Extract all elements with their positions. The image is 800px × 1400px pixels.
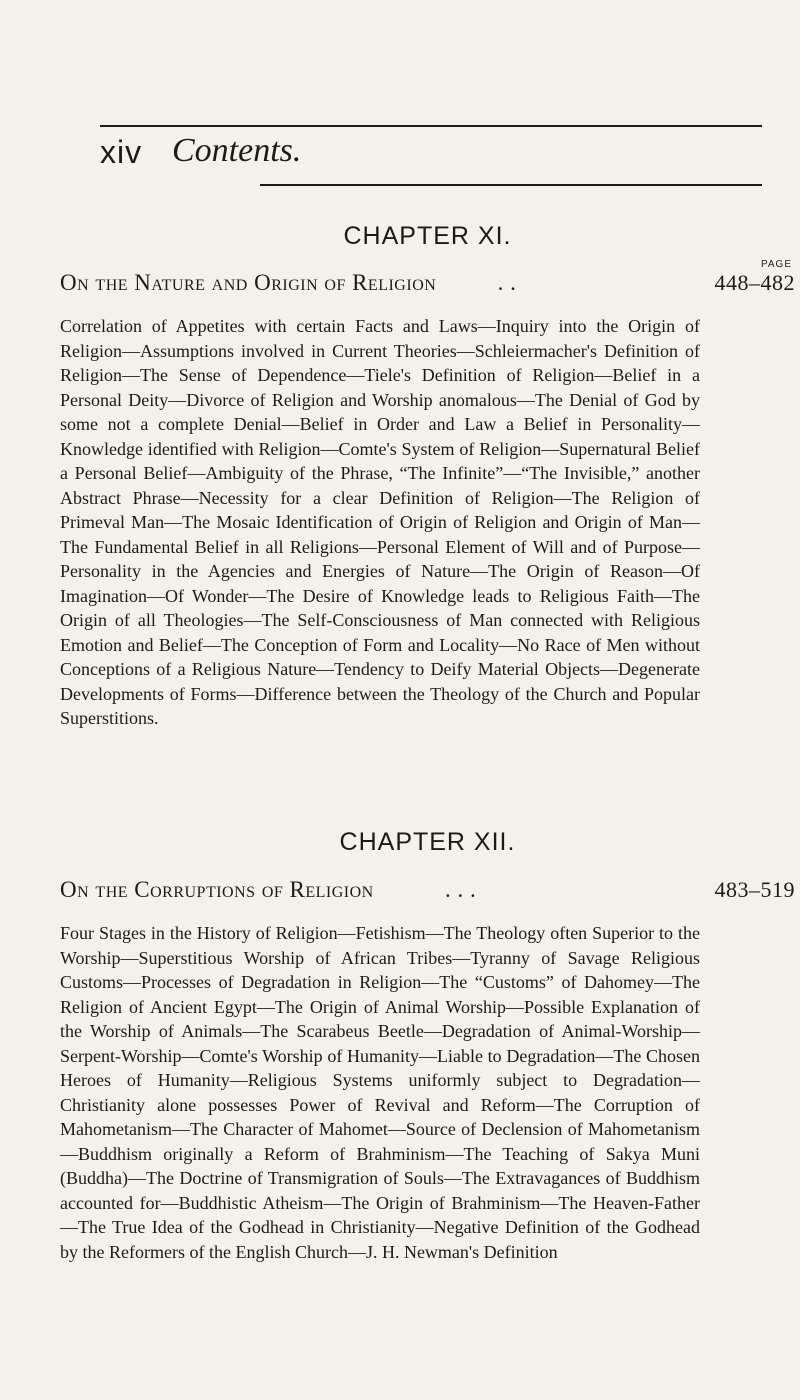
page-number: xiv [100, 134, 143, 170]
chapter-title: On the Nature and Origin of Religion . . [60, 270, 517, 295]
chapter-heading: CHAPTER XI. [343, 222, 512, 250]
running-head [100, 134, 762, 174]
running-title: Contents. [172, 132, 302, 169]
dot-leader: . . [491, 270, 517, 295]
chapter-heading: CHAPTER XII. [339, 828, 516, 856]
chapter-xii [60, 828, 795, 1264]
dot-leader: . . . [438, 877, 477, 902]
chapter-title-line [60, 877, 795, 907]
header-top-rule [100, 125, 762, 127]
chapter-page-range: 448–482 [714, 270, 795, 295]
chapter-page-range: 483–519 [714, 877, 795, 902]
chapter-summary: Correlation of Appetites with certain Facts and Laws—Inquiry into the Origin of Religion—Assumptions involved in Current Theories—Schleiermacher's Definition of Religion—The Sense of Dependence—Tiele's Definition of Religion—Belief in a Personal Deity—Divorce of Religion and Worship anomalous—The Denial of God by some not a complete Denial—Belief in Order and Law a Belief in Personality—Knowledge identified with Religion—Comte's System of Religion—Supernatural Belief a Personal Belief—Ambiguity of the Phrase, “The Infinite”—“The Invisible,” another Abstract Phrase—Necessity for a clear Definition of Religion—The Religion of Primeval Man—The Mosaic Identification of Origin of Religion and Origin of Man—The Fundamental Belief in all Religions—Personal Element of Will and of Purpose—Personality in the Agencies and Energies of Nature—The Origin of Reason—Of Imagination—Of Wonder—The Desire of Knowledge leads to Religious Faith—The Origin of all Theologies—The Self-Consciousness of Man connected with Religious Emotion and Belief—The Conception of Form and Locality—No Race of Men without Conceptions of a Religious Nature—Tendency to Deify Material Objects—Degenerate Developments of Forms—Difference between the Theology of the Church and Popular Superstitions. [60, 316, 700, 728]
chapter-title: On the Corruptions of Religion . . . [60, 877, 477, 902]
chapter-summary: Four Stages in the History of Religion—Fetishism—The Theology often Superior to the Worship—Superstitious Worship of African Tribes—Tyranny of Savage Religious Customs—Processes of Degradation in Religion—The “Customs” of Dahomey—The Religion of Ancient Egypt—The Origin of Animal Worship—Possible Explanation of the Worship of Animals—The Scarabeus Beetle—Degradation of Animal-Worship—Serpent-Worship—Comte's Worship of Humanity—Liable to Degradation—The Chosen Heroes of Humanity—Religious Systems uniformly subject to Degradation—Christianity alone possesses Power of Revival and Reform—The Corruption of Mahometanism—The Character of Mahomet—Source of Declension of Mahometanism—Buddhism originally a Reform of Brahminism—The Teaching of Sakya Muni (Buddha)—The Doctrine of Transmigration of Souls—The Extravagances of Buddhism accounted for—Buddhistic Atheism—The Origin of Brahminism—The Heaven-Father—The True Idea of the Godhead in Christianity—Negative Definition of the Godhead by the Reformers of the English Church—J. H. Newman's Definition [60, 923, 700, 1262]
chapter-xi [60, 222, 795, 731]
chapter-title-line [60, 270, 795, 300]
page-column-label: PAGE [760, 259, 792, 270]
header-bottom-rule [260, 184, 762, 186]
